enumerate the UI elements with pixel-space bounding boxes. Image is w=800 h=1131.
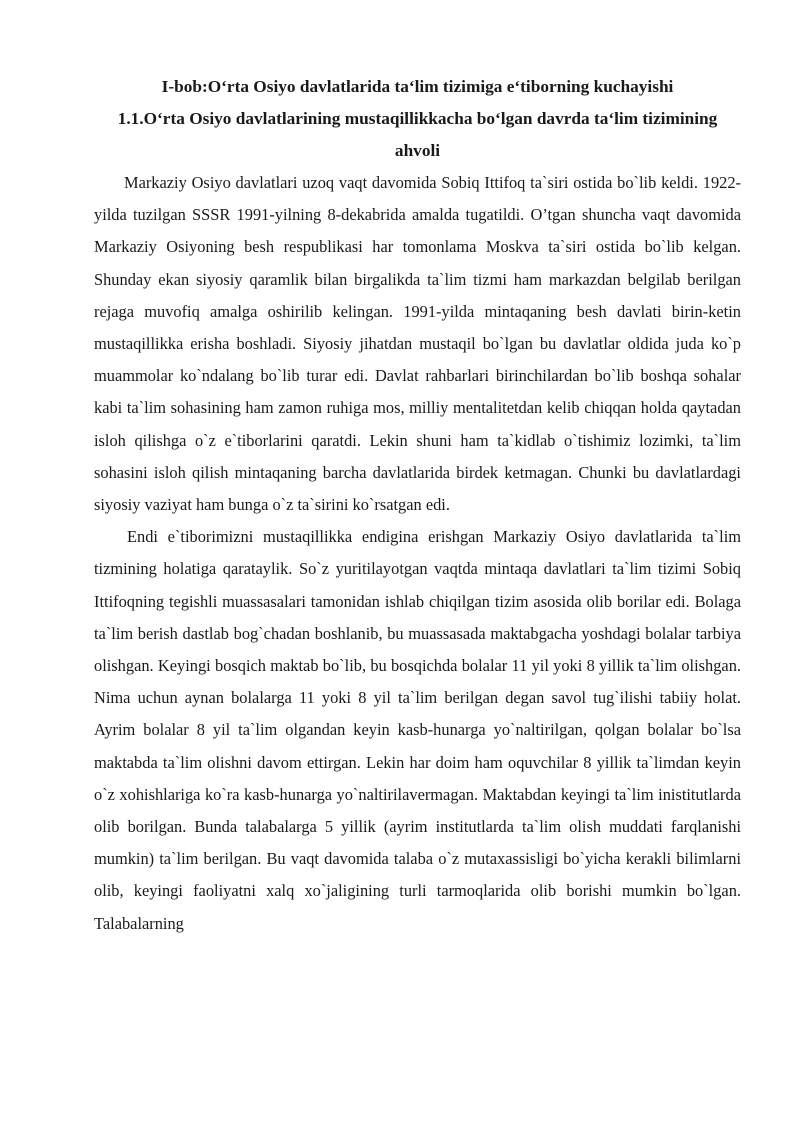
paragraph-2: Endi e`tiborimizni mustaqillikka endigina erishgan Markaziy Osiyo davlatlarida ta`lim tizmining holatiga qarataylik. So`z yuritilayotgan vaqtda mintaqa davlatlari ta`lim tizimi Sobiq Ittifoqning tegishli muassasalari tamonidan ishlab chiqilgan tizim asosida olib borilar edi. Bolaga ta`lim berish dastlab bog`chadan boshlanib, bu muassasada maktabgacha yoshdagi bolalar tarbiya olishgan. Keyingi bosqich maktab bo`lib, bu bosqichda bolalar 11 yil yoki 8 yillik ta`lim olishgan. Nima uchun aynan bolalarga 11 yoki 8 yil ta`lim berilgan degan savol tug`ilishi tabiiy holat. Ayrim bolalar 8 yil ta`lim olgandan keyin kasb-hunarga yo`naltirilgan, qolgan bolalar bo`lsa maktabda ta`lim olishni davom ettirgan. Lekin har doim ham oquvchilar 8 yillik ta`limdan keyin o`z xohishlariga ko`ra kasb-hunarga yo`naltirilavermagan. Maktabdan keyingi ta`lim inistitutlarda olib borilgan. Bunda talabalarga 5 yillik (ayrim institutlarda ta`lim olish muddati farqlanishi mumkin) ta`lim berilgan. Bu vaqt davomida talaba o`z mutaxassisligi bo`yicha kerakli bilimlarni olib, keyingi faoliyatni xalq xo`jaligining turli tarmoqlarida olib borishi mumkin bo`lgan. Talabalarning <box>94 527 741 933</box>
document-body <box>94 71 741 940</box>
paragraph-1: Markaziy Osiyo davlatlari uzoq vaqt davomida Sobiq Ittifoq ta`siri ostida bo`lib keldi. 1922-yilda tuzilgan SSSR 1991-yilning 8-dekabrida amalda tugatildi. O’tgan shuncha vaqt davomida Markaziy Osiyoning besh respublikasi har tomonlama Moskva ta`siri ostida bo`lib kelgan. Shunday ekan siyosiy qaramlik bilan birgalikda ta`lim tizmi ham markazdan belgilab berilgan rejaga muvofiq amalga oshirilib kelingan. 1991-yilda mintaqaning besh davlati birin-ketin mustaqillikka erisha boshladi. Siyosiy jihatdan mustaqil bo`lgan bu davlatlar oldida juda ko`p muammolar ko`ndalang bo`lib turar edi. Davlat rahbarlari birinchilardan bo`lib boshqa sohalar kabi ta`lim sohasining ham zamon ruhiga mos, milliy mentalitetdan kelib chiqqan holda qaytadan isloh qilishga o`z e`tiborlarini qaratdi. Lekin shuni ham ta`kidlab o`tishimiz lozimki, ta`lim sohasini isloh qilish mintaqaning barcha davlatlarida birdek ketmagan. Chunki bu davlatlardagi siyosiy vaziyat ham bunga o`z ta`sirini ko`rsatgan edi. <box>94 173 741 515</box>
chapter-heading: I-bob:Oʻrta Osiyo davlatlarida taʻlim tizimiga eʻtiborning kuchayishi <box>161 77 674 96</box>
section-heading: 1.1.Oʻrta Osiyo davlatlarining mustaqillikkacha boʻlgan davrda taʻlim tizimining ahvoli <box>117 109 718 160</box>
